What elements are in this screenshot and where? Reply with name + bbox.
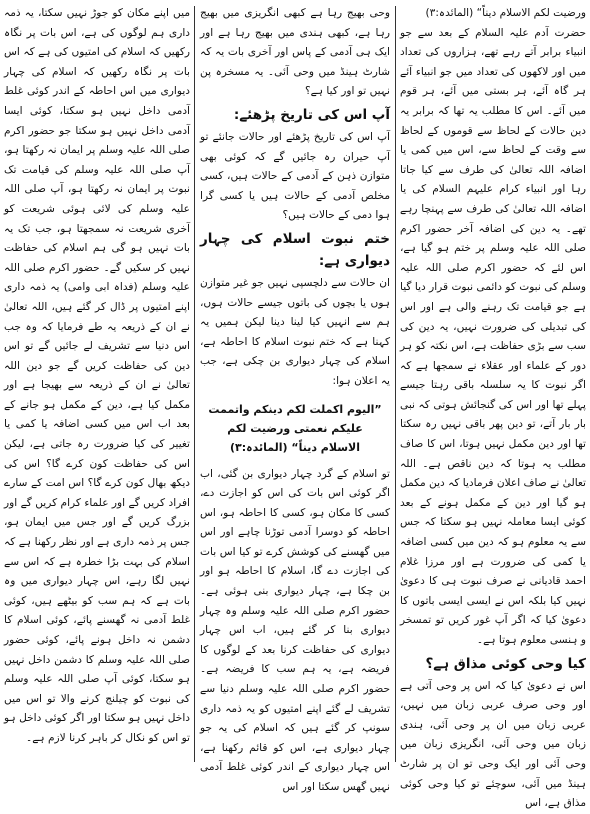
column-divider <box>395 6 396 762</box>
paragraph: ورضیت لکم الاسلام دیناً“ (المائدہ:۳) <box>425 7 586 19</box>
paragraph: میں اپنے مکان کو جوڑ نہیں سکتا، یہ ذمہ داری ہم لوگوں کی ہے، اس بات پر نگاہ رکھیں کہ اسلام کی امتیوں کی ہے کہ اس بات پر نگاہ رکھیں کہ اسلام کی چہار دیواری میں اس احاطہ کے اندر کوئی غلط آدمی داخل نہیں ہو سکتا، کوئی ایسا آدمی داخل نہیں ہو سکتا جو حضور اکرم صلی اللہ علیہ وسلم پر ایمان نہ رکھتا ہو، آپ صلی اللہ علیہ وسلم کی قیامت تک نبوت پر ایمان نہ رکھتا ہو، آپ صلی اللہ علیہ وسلم کی لائی ہوئی شریعت کو آخری شریعت نہ سمجھتا ہو، جب تک یہ بات نہیں ہو گی ہم اسلام کی حفاظت نہیں کر سکیں گے۔ حضور اکرم صلی اللہ علیہ وسلم (فداہ ابی وامی) یہ ذمہ داری اپنے امتیوں پر ڈال کر گئے ہیں، اللہ تعالیٰ نے ان کے ذریعہ یہ طے فرمایا کہ وہ جب اس دنیا سے تشریف لے جائیں گے تو اس دین کی حفاظت کریں گے جو دین اللہ تعالیٰ نے ان کے ذریعہ سے بھیجا ہے اور مکمل کیا ہے، دین کے مکمل ہو جانے کے بعد اب اس میں کسی اضافہ یا کمی یا تغییر کی کیا ضرورت رہ جاتی ہے، لیکن اس کی حفاظت کون کرے گا؟ اس کی دیکھ بھال کون کرے گا؟ اس امت کے سارے افراد کریں گے اور علماء کرام کریں گے اور بزرگ کریں گے اور جس میں ایمان ہو، جس پر ذمہ داری ہے اور نظر رکھنا ہے کہ اسلام کی بہت بڑا خطرہ ہے کہ اس سے نہیں لگا رہے، اس چہار دیواری میں وہ بات ہے کہ ہم سب کو بیٹھے ہیں، کوئی غلط آدمی نہ گھسنے پائے، کوئی اسلام کا دشمن نہ داخل ہونے پائے، کوئی حضور صلی اللہ علیہ وسلم کا دشمن داخل نہیں ہو سکتا، کوئی آپ صلی اللہ علیہ وسلم کی نبوت کو چیلنج کرنے والا تو اس میں داخل نہیں ہو سکتا اور اگر کوئی داخل ہو تو اس کو نکال کر باہر کرنا لازم ہے۔ <box>4 7 190 744</box>
column-right <box>399 4 586 810</box>
section-heading: آپ اس کی تاریخ پڑھئے: <box>233 106 390 123</box>
paragraph: وحی بھیج رہا ہے کبھی انگریزی میں بھیج رہا ہے، کبھی ہندی میں بھیج رہا ہے اور ایک ہی آدمی کے پاس اور آخری بات یہ کہ شارٹ ہینڈ میں وحی آئی۔ یہ مسخرہ پن نہیں تو اور کیا ہے؟ <box>200 7 390 98</box>
paragraph: آپ اس کی تاریخ پڑھئے اور حالات جانئے تو آپ حیران رہ جائیں گے کہ کوئی بھی متوازن ذہن کے آدمی کے حالات ہیں، کسی مخلص آدمی کے حالات ہیں یا کسی گرا ہوا دمی کے حالات ہیں؟ <box>200 130 390 222</box>
quranic-verse: ”الیوم اکملت لکم دینکم واتممت علیکم نعمتی ورضیت لکم الاسلام دیناً“ (المائدہ:۳) <box>208 402 382 454</box>
column-middle <box>200 4 390 793</box>
paragraph: حضرت آدم علیہ السلام کے بعد سے جو انبیاء برابر آتے رہے تھے، ہزاروں کی تعداد میں اور لاکھوں کی تعداد میں جو انبیاء آئے ہر گاہ آئے، ہر بستی میں آئے، ہر قوم میں آئے۔ اس کا مطلب یہ تھا کہ برابر یہ دین حالات کے لحاظ سے قوموں کے لحاظ سے وقت کے لحاظ سے، اس میں کمی یا اضافہ اللہ تعالیٰ کی طرف سے کیا جاتا رہا اور انبیاء کرام علیہم السلام کی یا اضافہ اللہ تعالیٰ کی طرف سے پہنچا رہے تھے۔ یہ دین کی اضافہ آخر حضور اکرم صلی اللہ علیہ وسلم پر ختم ہو گیا ہے، اس لئے کہ حضور اکرم صلی اللہ علیہ وسلم کی نبوت کو دائمی نبوت قرار دیا گیا ہے جو قیامت تک رہنے والی ہے اور اس کی تبدیلی کی ضرورت نہیں، یہ دین کی سب سے بڑی حفاظت ہے، اس نکتہ کو ہر دور کے علماء اور عقلاء نے سمجھا ہے کہ اگر نبوت کا یہ سلسلہ باقی رہتا جیسے پہلے تھا اور اس کی گنجائش ہوتی کہ نبی بار بار آتے، تو دین پھر باقی نہیں رہ سکتا تھا اور دین مکمل نہیں ہوتا، اس کا صاف مطلب یہ ہوتا کہ دین ناقص ہے۔ اللہ تعالیٰ نے صاف اعلان فرمادیا کہ دین مکمل ہو گیا اور دین کے مکمل ہونے کے بعد کوئی ایسا معاملہ نہیں ہو سکتا کہ جس سے یہ معلوم ہو کہ دین میں کسی اضافہ یا کمی کی ضرورت ہے اور مرزا غلام احمد قادیانی نے صرف نبوت ہی کا دعویٰ نہیں کیا بلکہ اس نے ایسی ایسی باتوں کا دعویٰ کیا کہ اگر آپ غور کریں تو تمسخر و ہنسی معلوم ہوتا ہے۔ <box>399 26 586 646</box>
section-heading: کیا وحی کوئی مذاق ہے؟ <box>425 655 586 672</box>
column-left <box>4 4 190 764</box>
column-divider <box>194 6 195 762</box>
section-heading: ختم نبوت اسلام کی چہار دیواری ہے: <box>200 230 390 269</box>
paragraph: ان حالات سے دلچسپی نہیں جو غیر متوازن ہوں یا بچوں کی باتوں جیسے حالات ہوں، ہم سے انہیں کیا لینا دینا لیکن ہمیں یہ کہنا ہے کہ ختم نبوت اسلام کا احاطہ ہے، اسلام کی چہار دیواری بن چکی ہے، جب یہ اعلان ہوا: <box>200 276 390 387</box>
paragraph: اس نے دعویٰ کیا کہ اس پر وحی آتی ہے اور وحی صرف عربی زبان میں نہیں، عربی زبان میں ان پر وحی آئی، ہندی زبان میں وحی آئی، انگریزی زبان میں وحی آئی اور ایک وحی تو ان پر شارٹ ہینڈ میں آئی، سوچئے تو کیا وحی کوئی مذاق ہے، اس <box>400 679 586 810</box>
book-page <box>4 4 586 810</box>
paragraph: تو اسلام کے گرد چہار دیواری بن گئی، اب اگر کوئی اس بات کی اس کو اجازت دے، کسی کا مکان ہو، کسی کا احاطہ ہو، اس احاطہ کو دوسرا آدمی توڑنا چاہے اور اس میں گھسنے کی کوشش کرے تو کیا اس بات کی اجازت دے گا، اسلام کا احاطہ ہو اور بن چکا ہے، چہار دیواری بنی ہوئی ہے۔ حضور اکرم صلی اللہ علیہ وسلم وہ چہار دیواری بنا کر گئے ہیں، اب اس چہار دیواری کی حفاظت کرنا بعد کے لوگوں کا فریضہ ہے، یہ ہم سب کا فریضہ ہے۔ حضور اکرم صلی اللہ علیہ وسلم دنیا سے تشریف لے گئے اپنے امتیوں کو یہ ذمہ داری سونپ کر گئے ہیں کہ اسلام کی یہ جو چہار دیواری ہے، اس کو قائم رکھنا ہے، اس چہار دیواری کے اندر کوئی غلط آدمی نہیں گھس سکتا اور اس <box>200 467 390 793</box>
